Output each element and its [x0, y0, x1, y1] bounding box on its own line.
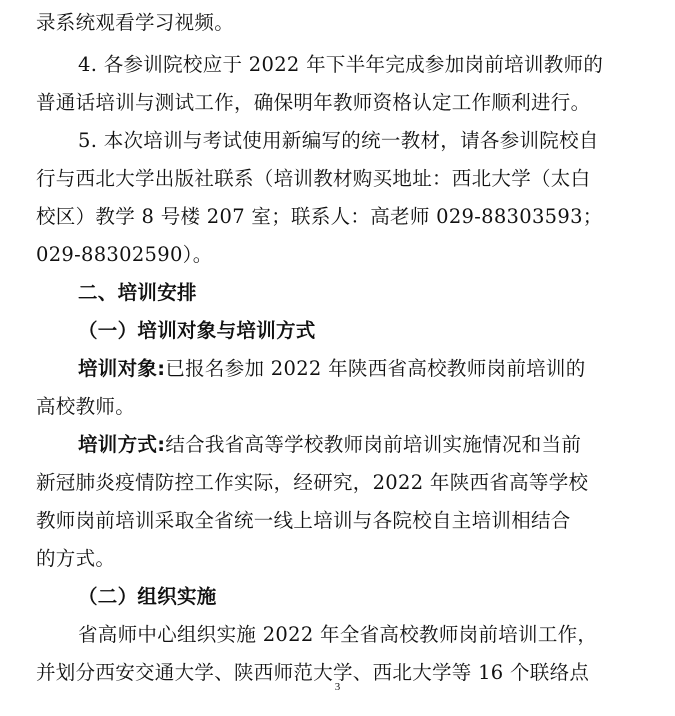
paragraph-line — [78, 350, 641, 388]
training-target-label: 培训对象: — [78, 357, 166, 380]
paragraph-line: 新冠肺炎疫情防控工作实际，经研究，2022 年陕西省高等学校 — [36, 471, 589, 494]
subsection-heading: （一）培训对象与培训方式 — [78, 319, 316, 342]
paragraph-line: 录系统观看学习视频。 — [36, 11, 235, 34]
paragraph-line: 4. 各参训院校应于 2022 年下半年完成参加岗前培训教师的 — [78, 53, 604, 76]
subsection-heading: （二）组织实施 — [78, 585, 217, 608]
paragraph-line: 省高师中心组织实施 2022 年全省高校教师岗前培训工作， — [78, 623, 598, 646]
paragraph-line: 行与西北大学出版社联系（培训教材购买地址：西北大学（太白 — [36, 167, 591, 190]
paragraph-line: 校区）教学 8 号楼 207 室；联系人：高老师 029-88303593； — [36, 205, 603, 228]
page-number: 3 — [334, 681, 341, 693]
paragraph-line — [78, 426, 641, 464]
paragraph-line: 029-88302590）。 — [36, 243, 213, 266]
training-method-text: 结合我省高等学校教师岗前培训实施情况和当前 — [165, 433, 582, 456]
training-method-label: 培训方式: — [78, 433, 166, 456]
paragraph-line: 并划分西安交通大学、陕西师范大学、西北大学等 16 个联络点 — [36, 661, 590, 684]
paragraph-line: 教师岗前培训采取全省统一线上培训与各院校自主培训相结合 — [36, 509, 571, 532]
training-target-text: 已报名参加 2022 年陕西省高校教师岗前培训的 — [165, 357, 586, 380]
paragraph-line: 高校教师。 — [36, 395, 136, 418]
paragraph-line: 5. 本次培训与考试使用新编写的统一教材，请各参训院校自 — [78, 129, 599, 152]
paragraph-line: 普通话培训与测试工作，确保明年教师资格认定工作顺利进行。 — [36, 91, 591, 114]
section-heading: 二、培训安排 — [78, 281, 197, 304]
paragraph-line: 的方式。 — [36, 547, 116, 570]
